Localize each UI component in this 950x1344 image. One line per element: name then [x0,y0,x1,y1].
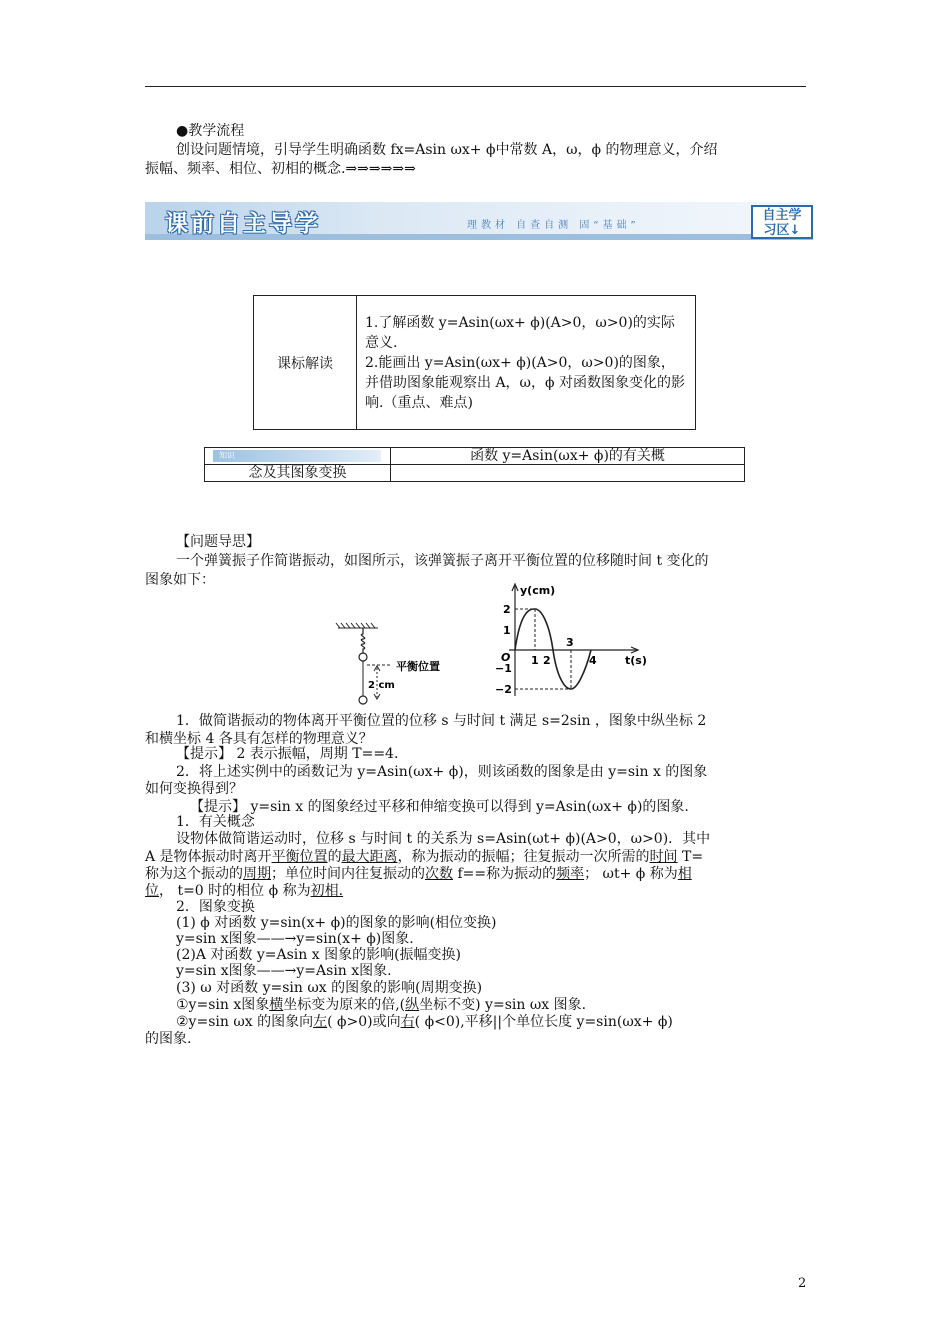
knowledge-title-part1: 函数 y=Asin(ωx+ ϕ)的有关概 [391,448,745,465]
intro-text-line2: 振幅、频率、相位、初相的概念.⇒⇒⇒⇒⇒⇒ [145,161,416,177]
displacement-time-graph [465,578,655,698]
transform-1: (1) ϕ 对函数 y=sin(x+ ϕ)的图象的影响(相位变换) [176,915,497,931]
t3b1: ②y=sin ωx 的图象向 [176,1014,314,1030]
x-axis-label: t(s) [625,654,647,667]
transform-3: (3) ω 对函数 y=sin ωx 的图象的影响(周期变换) [176,980,483,996]
c3h-underlined: 相 [677,866,692,882]
c3g: ； ωt+ ϕ 称为 [584,866,678,882]
c2c: 的 [327,849,342,865]
t3b5: ( ϕ<0),平移||个单位长度 y=sin(ωx+ ϕ) [414,1014,673,1030]
standards-item-2: 2.能画出 y=Asin(ωx+ ϕ)(A>0，ω>0)的图象，并借助图象能观察出 A，ω，ϕ 对函数图象变化的影响.（重点、难点) [365,354,685,411]
knowledge-tag-cell [205,448,391,465]
spring-ball-lower [359,696,367,704]
knowledge-tag-arrow-icon [213,450,381,462]
y-tick-neg1: −1 [495,662,512,675]
banner-subtitle: 理教材 自查自测 固“基础” [467,220,640,231]
c2b-underlined: 平衡位置 [271,849,328,865]
standards-content [357,296,696,430]
badge-line2: 习区↓ [763,223,801,238]
transform-3b-line2: 的图象. [145,1031,192,1047]
x-tick-4: 4 [589,654,597,667]
c4b: ， t=0 时的相位 ϕ 称为 [159,883,311,899]
c2f-underlined: 时间 [649,849,678,865]
transform-1b: y=sin x图象——→y=sin(x+ ϕ)图象. [176,931,414,947]
standards-item-1: 1.了解函数 y=Asin(ωx+ ϕ)(A>0，ω>0)的实际意义. [365,314,675,351]
c3b-underlined: 周期 [243,866,271,882]
c4c-underlined: 初相. [310,883,344,899]
transform-3b [176,1013,673,1032]
transform-2: (2)A 对函数 y=Asin x 图象的影响(振幅变换) [176,947,461,963]
y-axis-label: y(cm) [520,584,556,597]
t3a2-underlined: 横 [269,997,284,1013]
transforms-heading: 2．图象变换 [176,899,255,915]
t3a5: 坐标不变) y=sin ωx 图象. [419,997,587,1013]
self-study-badge [751,205,813,239]
t3b2-underlined: 左 [313,1014,328,1030]
hint2: 【提示】 y=sin x 的图象经过平移和伸缩变换可以得到 y=Asin(ωx+ ϕ)的图象. [190,799,689,815]
distance-label: 2 cm [368,680,395,691]
question-para-line1: 一个弹簧振子作简谐振动，如图所示，该弹簧振子离开平衡位置的位移随时间 t 变化的 [176,553,709,569]
hint1: 【提示】 2 表示振幅，周期 T==4. [176,746,399,762]
q1-line2: 和横坐标 4 各具有怎样的物理意义？ [145,731,373,747]
t3a4-underlined: 纵 [405,997,420,1013]
intro-text-line1: 创设问题情境，引导学生明确函数 fx=Asin ωx+ ϕ中常数 A，ω，ϕ 的物理意义，介绍 [176,142,718,158]
knowledge-tag-text: 知识 [219,451,235,460]
question-para-line2: 图象如下： [145,572,215,588]
x-tick-1: 1 [531,654,539,667]
origin-label: O [501,651,511,664]
header-rule [145,86,806,87]
concepts-line1: 设物体做简谐运动时，位移 s 与时间 t 的关系为 s=Asin(ωt+ ϕ)(A>0，ω>0)．其中 [176,831,711,847]
teaching-flow-heading: ●教学流程 [176,123,245,139]
t3a3: 坐标变为原来的倍,( [283,997,406,1013]
c2a: A 是物体振动时离开 [145,849,272,865]
c4a-underlined: 位 [145,883,159,899]
sine-curve [515,609,591,689]
c3f-underlined: 频率 [556,866,585,882]
standards-label: 课标解读 [254,296,357,430]
spring-diagram [330,620,460,710]
x-tick-3: 3 [566,636,574,649]
c2d-underlined: 最大距离 [341,849,398,865]
y-tick-1: 1 [503,624,511,637]
badge-line1: 自主学 [762,208,802,223]
c3e: f==称为振动的 [453,866,557,882]
q1-line1: 1．做简谐振动的物体离开平衡位置的位移 s 与时间 t 满足 s=2sin ，图象中纵坐标 2 [176,713,707,729]
c2e: ，称为振动的振幅；往复振动一次所需的 [397,849,650,865]
balance-position-label: 平衡位置 [396,660,440,673]
knowledge-empty-cell [391,465,745,482]
transform-2b: y=sin x图象——→y=Asin x图象. [176,963,392,979]
c3d-underlined: 次数 [425,866,453,882]
question-heading: 【问题导思】 [176,534,260,550]
x-tick-2: 2 [543,654,551,667]
q2-line2: 如何变换得到？ [145,781,243,797]
banner-title: 课前自主导学 [165,211,321,237]
knowledge-title-part2: 念及其图象变换 [205,465,391,482]
y-tick-2: 2 [503,603,511,616]
y-tick-neg2: −2 [495,683,512,696]
c3c: ；单位时间内往复振动的 [271,866,425,882]
ceiling-hatch [336,623,378,628]
curriculum-standards-table [253,295,696,430]
spring-ball-upper [359,653,367,661]
concepts-heading: 1．有关概念 [176,814,255,830]
c2g: T= [677,849,704,865]
page-number: 2 [798,1276,807,1291]
spring-coil [361,628,364,653]
t3b4-underlined: 右 [400,1014,415,1030]
c3a: 称为这个振动的 [145,866,243,882]
knowledge-point-bar [204,447,745,482]
t3b3: ( ϕ>0)或向 [327,1014,401,1030]
section-banner [145,202,813,240]
t3a1: ①y=sin x图象 [176,997,270,1013]
q2-line1: 2．将上述实例中的函数记为 y=Asin(ωx+ ϕ)，则该函数的图象是由 y=sin x 的图象 [176,764,708,780]
